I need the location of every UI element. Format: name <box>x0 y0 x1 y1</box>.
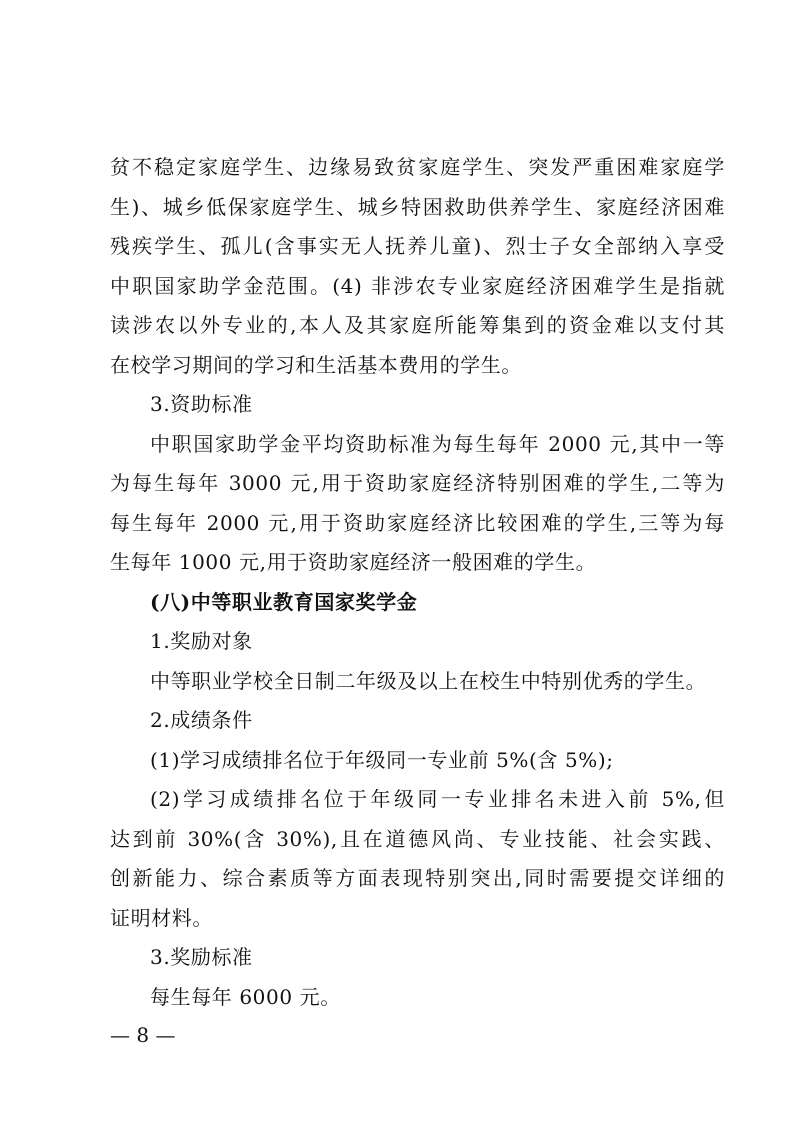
document-body <box>110 148 725 1017</box>
paragraph-line: 每生每年 2000 元,用于资助家庭经济比较困难的学生,三等为每 <box>110 510 725 535</box>
paragraph-line: 达到前 30%(含 30%),且在道德风尚、专业技能、社会实践、 <box>110 826 725 851</box>
paragraph-line: 中等职业学校全日制二年级及以上在校生中特别优秀的学生。 <box>150 668 707 693</box>
paragraph-line: 在校学习期间的学习和生活基本费用的学生。 <box>110 352 522 377</box>
paragraph-line: 贫不稳定家庭学生、边缘易致贫家庭学生、突发严重困难家庭学 <box>110 155 725 179</box>
paragraph-line: 生每年 1000 元,用于资助家庭经济一般困难的学生。 <box>110 550 597 574</box>
paragraph-line: 残疾学生、孤儿(含事实无人抚养儿童)、烈士子女全部纳入享受 <box>110 234 725 258</box>
section-heading: 3.资助标准 <box>150 392 253 416</box>
paragraph-line: 创新能力、综合素质等方面表现特别突出,同时需要提交详细的 <box>110 866 725 890</box>
chapter-heading: (八)中等职业教育国家奖学金 <box>150 589 418 614</box>
paragraph-line: (1)学习成绩排名位于年级同一专业前 5%(含 5%); <box>150 747 614 772</box>
paragraph-line: 生)、城乡低保家庭学生、城乡特困救助供养学生、家庭经济困难 <box>110 194 725 219</box>
section-heading: 2.成绩条件 <box>150 708 253 732</box>
section-heading: 3.奖励标准 <box>150 945 253 969</box>
paragraph-line: 为每生每年 3000 元,用于资助家庭经济特别困难的学生,二等为 <box>110 471 725 495</box>
paragraph-line: 证明材料。 <box>110 905 213 930</box>
section-heading: 1.奖励对象 <box>150 629 253 653</box>
paragraph-line: 每生每年 6000 元。 <box>150 984 341 1009</box>
page-number: — 8 — <box>110 1023 176 1047</box>
paragraph-line: (2)学习成绩排名位于年级同一专业排名未进入前 5%,但 <box>150 787 725 811</box>
paragraph-line: 中职国家助学金平均资助标准为每生每年 2000 元,其中一等 <box>150 431 725 456</box>
paragraph-line: 读涉农以外专业的,本人及其家庭所能筹集到的资金难以支付其 <box>110 313 725 337</box>
paragraph-line: 中职国家助学金范围。(4) 非涉农专业家庭经济困难学生是指就 <box>110 273 725 298</box>
